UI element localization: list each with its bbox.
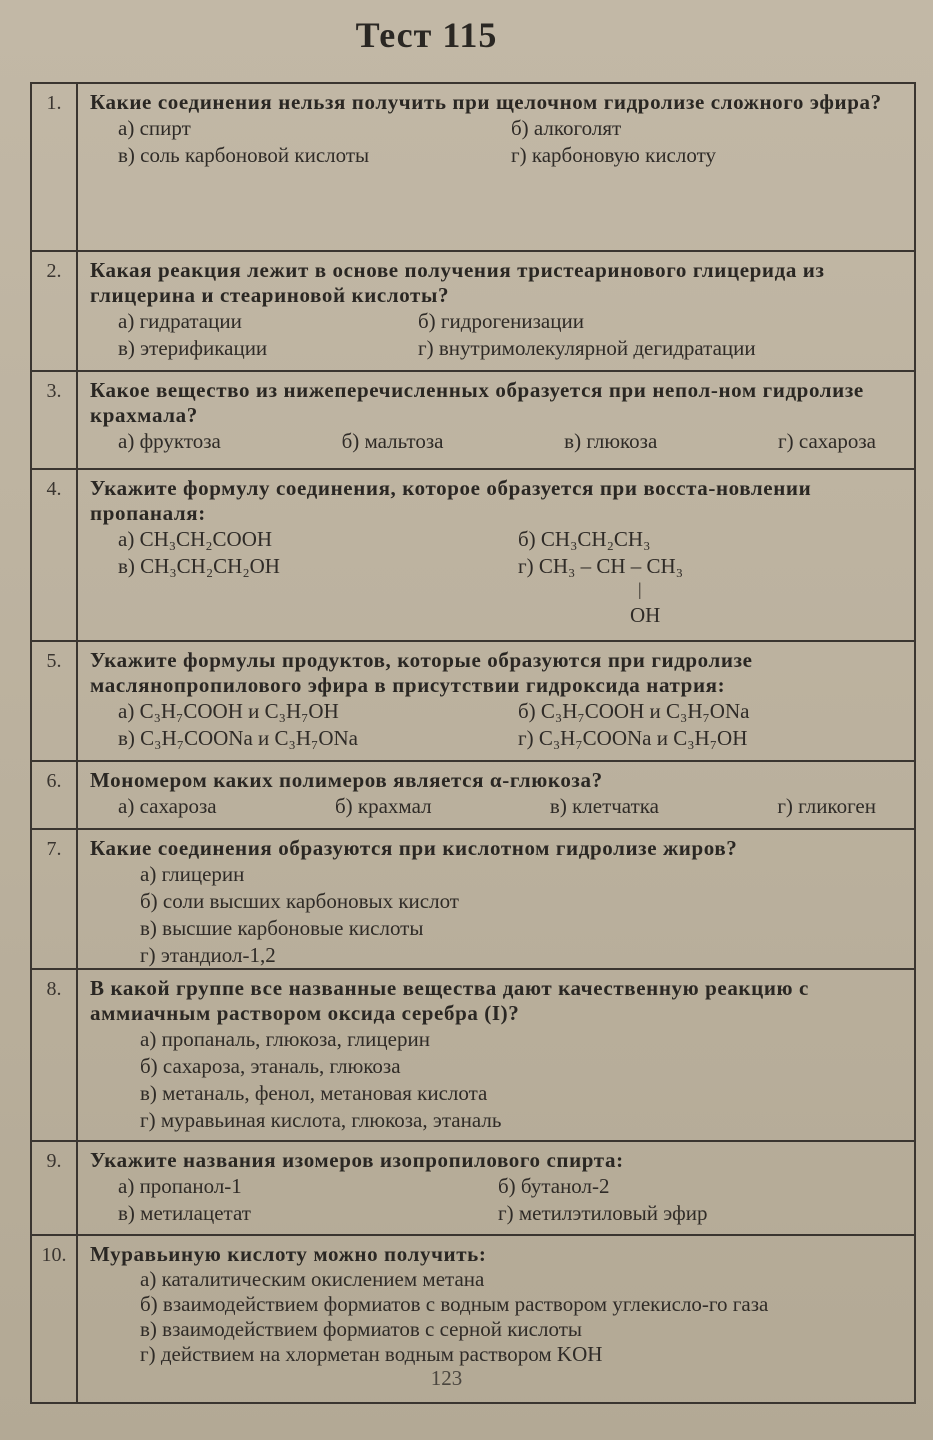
question-number: 7. xyxy=(32,830,78,968)
page-number: 123 xyxy=(430,1366,463,1390)
question-text: Укажите формулу соединения, которое образуется при восста-новлении пропаналя: xyxy=(90,476,812,525)
answer-option: б) C₃H₇COOH и C₃H₇ONa xyxy=(518,699,750,723)
answer-option: а) сахароза xyxy=(118,794,217,818)
answer-option: б) гидрогенизации xyxy=(418,309,584,333)
answer-option: а) фруктоза xyxy=(118,429,221,453)
answer-option: б) взаимодействием формиатов с водным раствором углекисло-го газа xyxy=(140,1292,769,1316)
question-row xyxy=(32,760,914,828)
question-row xyxy=(32,250,914,370)
question-number: 9. xyxy=(32,1142,78,1234)
answer-option: в) взаимодействием формиатов с серной кислоты xyxy=(140,1317,582,1341)
answer-option: а) пропаналь, глюкоза, глицерин xyxy=(140,1027,430,1051)
answer-option: в) метаналь, фенол, метановая кислота xyxy=(140,1081,488,1105)
answer-option: в) CH₃CH₂CH₂OH xyxy=(118,554,280,578)
question-text: Укажите названия изомеров изопропилового спирта: xyxy=(90,1148,624,1172)
question-row xyxy=(32,468,914,640)
answer-option: б) CH₃CH₂CH₃ xyxy=(518,527,651,551)
answer-option: а) CH₃CH₂COOH xyxy=(118,527,273,551)
answer-option: б) сахароза, этаналь, глюкоза xyxy=(140,1054,401,1078)
question-text: Какие соединения образуются при кислотном гидролизе жиров? xyxy=(90,836,738,860)
answer-option: в) этерификации xyxy=(118,336,268,360)
question-row xyxy=(32,640,914,760)
answer-option: г) сахароза xyxy=(778,429,876,453)
answer-option: г) муравьиная кислота, глюкоза, этаналь xyxy=(140,1108,502,1132)
question-row xyxy=(32,828,914,968)
question-number: 2. xyxy=(32,252,78,370)
formula-oh-group: OH xyxy=(630,603,661,627)
answer-option: в) глюкоза xyxy=(564,429,658,453)
formula-bond: | xyxy=(638,579,642,599)
answer-option: б) мальтоза xyxy=(341,429,444,453)
answer-option: г) внутримолекулярной дегидратации xyxy=(418,336,756,360)
answer-option: в) клетчатка xyxy=(549,794,659,818)
answer-option: б) алкоголят xyxy=(511,116,622,140)
answer-option: а) пропанол-1 xyxy=(118,1174,242,1198)
question-row xyxy=(32,84,914,250)
answer-option: а) C₃H₇COOH и C₃H₇OH xyxy=(118,699,339,723)
question-row xyxy=(32,968,914,1140)
question-number: 5. xyxy=(32,642,78,760)
question-row xyxy=(32,370,914,468)
question-text: Какое вещество из нижеперечисленных образуется при непол-ном гидролизе крахмала? xyxy=(90,378,864,427)
page-title: Тест 115 xyxy=(355,15,498,55)
question-text: В какой группе все названные вещества дают качественную реакцию с аммиачным раствором оксида серебра (I)? xyxy=(90,976,809,1025)
answer-option: г) гликоген xyxy=(777,794,876,818)
answer-option: б) соли высших карбоновых кислот xyxy=(140,889,459,913)
answer-option: г) CH₃ – CH – CH₃ xyxy=(518,554,684,578)
question-number: 6. xyxy=(32,762,78,828)
answer-option: г) этандиол-1,2 xyxy=(140,943,276,967)
answer-option: а) гидратации xyxy=(118,309,242,333)
question-number: 4. xyxy=(32,470,78,640)
answer-option: г) действием на хлорметан водным раствором KOH xyxy=(140,1342,603,1366)
question-number: 10. xyxy=(32,1236,78,1402)
answer-option: в) соль карбоновой кислоты xyxy=(118,143,370,167)
questions-table xyxy=(30,82,916,1404)
answer-option: б) крахмал xyxy=(334,794,432,818)
answer-option: а) спирт xyxy=(118,116,191,140)
question-text: Мономером каких полимеров является α-глюкоза? xyxy=(90,768,603,792)
question-row xyxy=(32,1140,914,1234)
answer-option: в) метилацетат xyxy=(118,1201,251,1225)
answer-option: г) метилэтиловый эфир xyxy=(498,1201,708,1225)
question-number: 1. xyxy=(32,84,78,250)
answer-option: в) C₃H₇COONa и C₃H₇ONa xyxy=(118,726,359,750)
question-number: 3. xyxy=(32,372,78,468)
answer-option: г) C₃H₇COONa и C₃H₇OH xyxy=(518,726,748,750)
answer-option: г) карбоновую кислоту xyxy=(511,143,716,167)
question-text: Муравьиную кислоту можно получить: xyxy=(90,1242,487,1266)
answer-option: в) высшие карбоновые кислоты xyxy=(140,916,424,940)
question-number: 8. xyxy=(32,970,78,1140)
question-text: Укажите формулы продуктов, которые образуются при гидролизе маслянопропилового эфира в присутствии гидроксида натрия: xyxy=(90,648,753,697)
answer-option: б) бутанол-2 xyxy=(498,1174,610,1198)
answer-option: а) глицерин xyxy=(140,862,245,886)
question-text: Какие соединения нельзя получить при щелочном гидролизе сложного эфира? xyxy=(90,90,882,114)
question-text: Какая реакция лежит в основе получения тристеаринового глицерида из глицерина и стеариновой кислоты? xyxy=(90,258,825,307)
answer-option: а) каталитическим окислением метана xyxy=(140,1267,485,1291)
